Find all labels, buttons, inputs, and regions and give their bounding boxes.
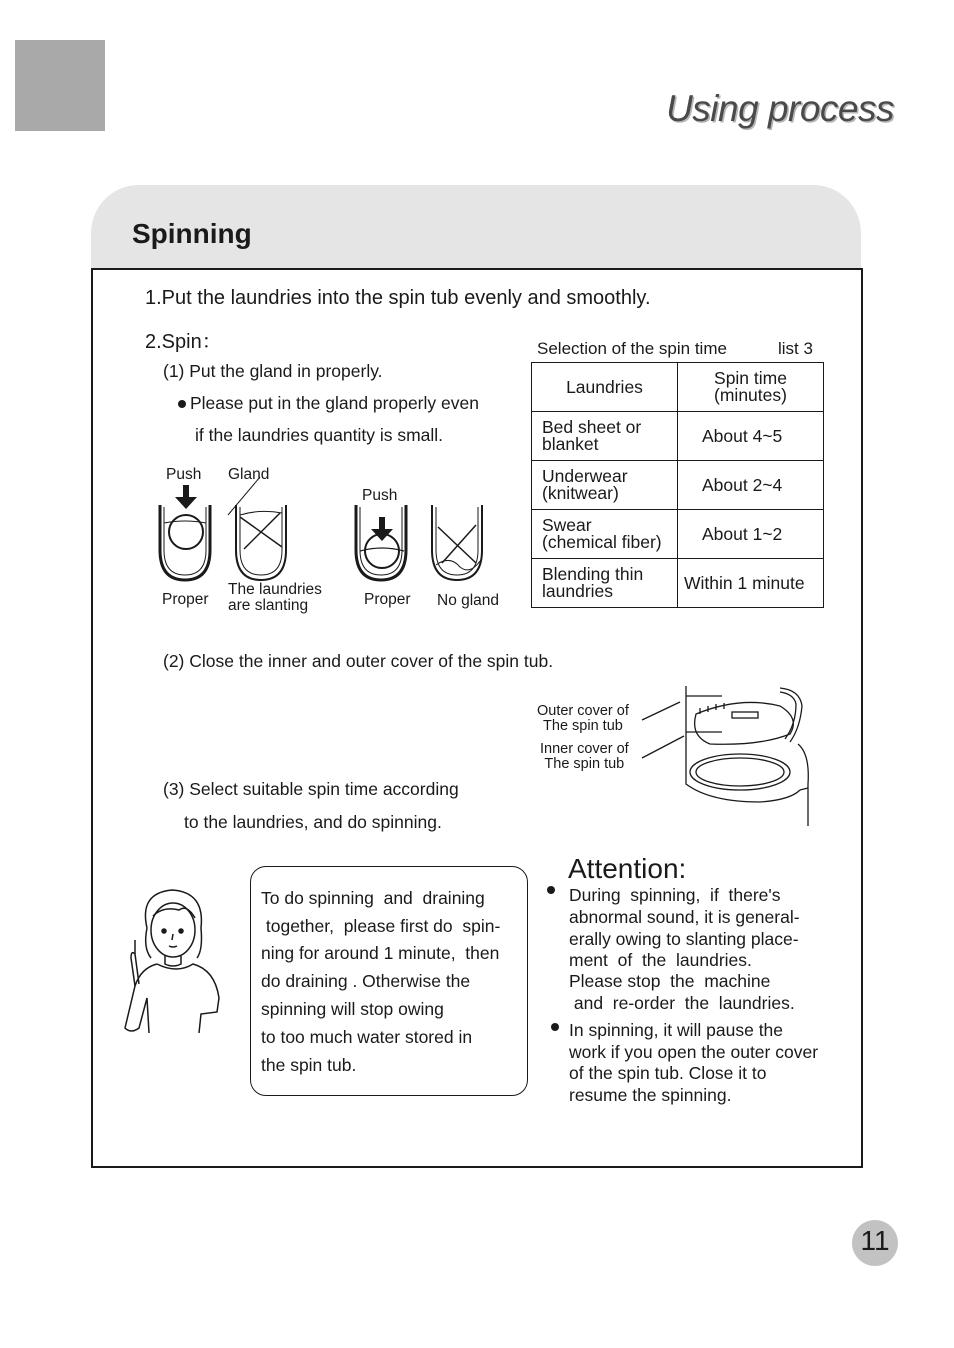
step-1: 1.Put the laundries into the spin tub evenly and smoothly. [145,287,651,309]
table-cell-time: About 4~5 [678,412,824,461]
table-caption: Selection of the spin time [537,339,727,358]
bullet-icon [551,1023,559,1031]
substep-3-a: (3) Select suitable spin time according [163,779,459,799]
substep-2: (2) Close the inner and outer cover of the spin tub. [163,651,554,671]
table-cell-time: About 1~2 [678,510,824,559]
page-number: 11 [860,1225,890,1256]
attention-line: During spinning, if there's [569,885,781,905]
push-label-2: Push [362,487,398,504]
substep-1: (1) Put the gland in properly. [163,361,383,381]
table-header-laundries: Laundries [532,363,678,412]
spin-time-table [531,362,824,608]
table-list-label: list 3 [778,339,813,358]
table-header-spin-time: Spin time (minutes) [678,363,824,412]
table-cell-time: Within 1 minute [678,559,824,608]
attention-line: erally owing to slanting place- [569,929,799,949]
note-line: ning for around 1 minute, then [261,943,500,963]
substep-1-note-b: if the laundries quantity is small. [195,425,444,445]
section-title: Spinning [132,218,252,249]
push-label: Push [166,466,202,483]
table-cell-time: About 2~4 [678,461,824,510]
slanting-label: The laundries are slanting [228,581,322,614]
note-line: spinning will stop owing [261,999,444,1019]
substep-1-note-a: Please put in the gland properly even [190,393,479,413]
outer-cover-label: Outer cover of The spin tub [537,703,629,734]
table-cell-item: Swear (chemical fiber) [532,510,678,559]
corner-block [15,40,105,131]
note-line: the spin tub. [261,1055,357,1075]
gland-label: Gland [228,466,270,483]
attention-line: Please stop the machine [569,971,771,991]
bullet-icon [178,400,186,408]
attention-title: Attention: [568,853,687,884]
step-2: 2.Spin： [145,331,222,353]
table-header-row [532,363,824,412]
note-line: together, please first do spin- [261,916,501,936]
spin-tub-cover-diagram [640,684,815,829]
attention-line: In spinning, it will pause the [569,1020,784,1040]
table-row [532,461,824,510]
attention-line: abnormal sound, it is general- [569,907,800,927]
proper-label: Proper [162,591,209,608]
table-cell-item: Bed sheet or blanket [532,412,678,461]
girl-pointing-illustration [117,888,225,1038]
page-title: Using process [666,88,894,129]
proper-label-2: Proper [364,591,411,608]
attention-line: of the spin tub. Close it to [569,1063,767,1083]
attention-line: and re-order the laundries. [569,993,795,1013]
table-cell-item: Underwear (knitwear) [532,461,678,510]
note-line: to too much water stored in [261,1027,473,1047]
attention-line: work if you open the outer cover [569,1042,819,1062]
table-row [532,412,824,461]
attention-line: resume the spinning. [569,1085,732,1105]
attention-line: ment of the laundries. [569,950,752,970]
table-cell-item: Blending thin laundries [532,559,678,608]
gland-diagram [150,475,520,590]
bullet-icon [547,886,555,894]
table-row [532,559,824,608]
no-gland-label: No gland [437,592,500,609]
table-row [532,510,824,559]
note-line: do draining . Otherwise the [261,971,471,991]
inner-cover-label: Inner cover of The spin tub [540,741,629,772]
substep-3-b: to the laundries, and do spinning. [184,812,442,832]
note-line: To do spinning and draining [261,888,485,908]
